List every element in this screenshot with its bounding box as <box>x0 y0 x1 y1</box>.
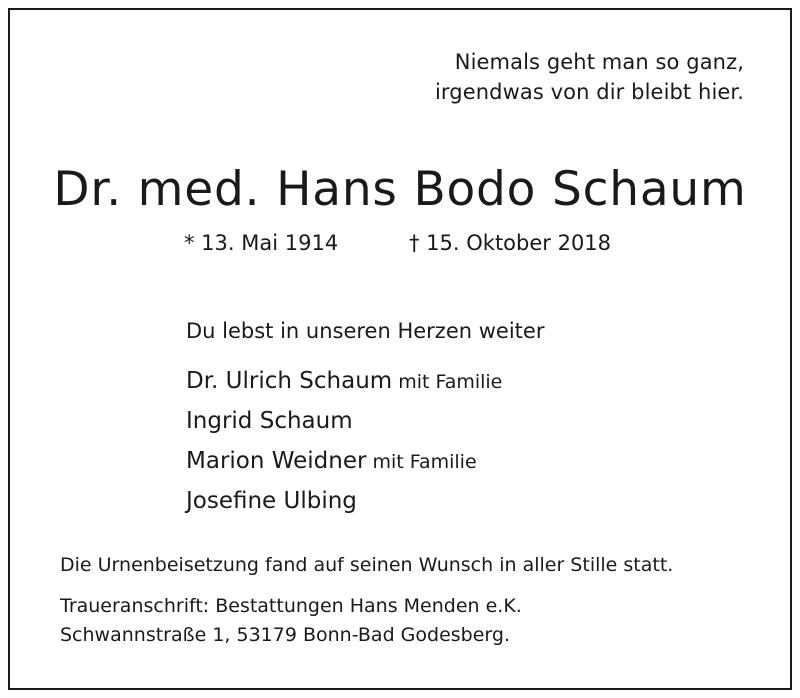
mourner-suffix: mit Familie <box>392 371 503 393</box>
birth-date: * 13. Mai 1914 <box>184 231 339 255</box>
mourners-list <box>186 362 502 522</box>
motto-line-1: Niemals geht man so ganz, <box>454 50 744 74</box>
deceased-name: Dr. med. Hans Bodo Schaum <box>53 162 747 217</box>
address-line-2: Schwannstraße 1, 53179 Bonn-Bad Godesberg. <box>60 624 510 646</box>
mourner-name: Josefine Ulbing <box>186 488 357 514</box>
mourner-item <box>186 362 502 402</box>
mourner-item <box>186 482 502 522</box>
death-date: † 15. Oktober 2018 <box>409 231 612 255</box>
mourner-item <box>186 402 502 442</box>
burial-note: Die Urnenbeisetzung fand auf seinen Wunsch in aller Stille statt. <box>60 554 674 576</box>
tagline: Du lebst in unseren Herzen weiter <box>186 319 545 343</box>
motto-line-2: irgendwas von dir bleibt hier. <box>435 80 744 104</box>
address-line-1: Traueranschrift: Bestattungen Hans Menden e.K. <box>60 595 522 617</box>
motto-quote <box>435 47 744 107</box>
mourner-item <box>186 442 502 482</box>
mourner-name: Marion Weidner <box>186 448 367 474</box>
mourner-suffix: mit Familie <box>366 451 477 473</box>
mourner-name: Dr. Ulrich Schaum <box>186 368 393 394</box>
mourner-name: Ingrid Schaum <box>186 408 353 434</box>
notice-border <box>8 8 792 690</box>
mourning-address <box>60 592 522 650</box>
